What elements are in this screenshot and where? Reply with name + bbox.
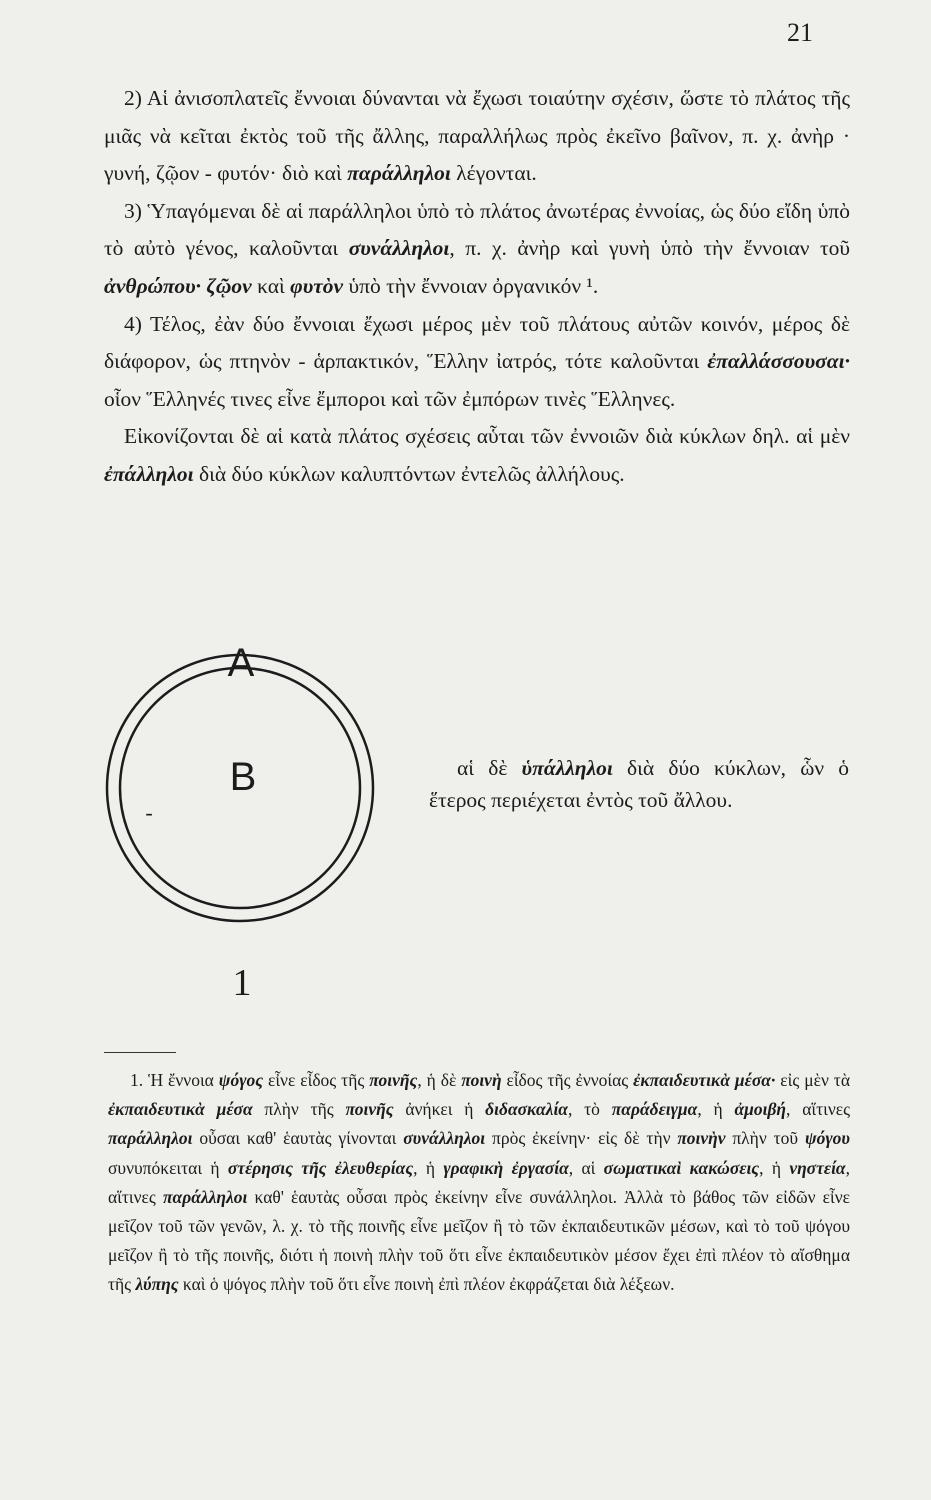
text-run: οὖσαι καθ' ἑαυτὰς γίνονται xyxy=(192,1128,404,1149)
paragraph xyxy=(429,752,849,816)
text-run: εἶδος τῆς ἐννοίας xyxy=(501,1070,634,1090)
text-run: , ἡ δὲ xyxy=(417,1070,462,1090)
bold-term: ποινὴν xyxy=(677,1128,726,1149)
bold-term: ἐπάλληλοι xyxy=(104,461,194,486)
text-run: διὰ δύο κύκλων καλυπτόντων ἐντελῶς ἀλλήλους. xyxy=(193,461,625,486)
text-run: 3) Ὑπαγόμεναι δὲ αἱ παράλληλοι ὑπὸ τὸ πλάτος ἀνωτέρας ἐννοίας, ὡς δύο εἴδη ὑπὸ τὸ αὐτὸ γένος, καλοῦνται xyxy=(104,198,850,261)
bold-term: ψόγος xyxy=(218,1070,264,1090)
bold-term: σωματικαὶ κακώσεις xyxy=(603,1157,760,1178)
text-run: , ἡ xyxy=(413,1157,444,1178)
footnote-divider xyxy=(104,1052,176,1053)
text-run: συνυπόκειται ἡ xyxy=(108,1157,228,1178)
text-run: 4) Τέλος, ἐὰν δύο ἔννοιαι ἔχωσι μέρος μὲν τοῦ πλάτους αὐτῶν κοινόν, μέρος δὲ διάφορον, ὡς πτηνὸν - ἁρπακτικόν, Ἕλλην ἰατρός, τότε καλοῦνται xyxy=(104,311,850,374)
bold-term: ἐκπαιδευτικὰ μέσα· xyxy=(633,1070,776,1090)
concentric-circles-figure xyxy=(104,630,404,1000)
text-run: πλὴν τοῦ xyxy=(725,1128,805,1149)
bold-term: παράδειγμα xyxy=(611,1099,698,1120)
text-run: ἀνήκει ἡ xyxy=(393,1099,486,1120)
text-run: καὶ ὁ ψόγος πλὴν τοῦ ὅτι εἶνε ποινὴ ἐπὶ πλέον ἐκφράζεται διὰ λέξεων. xyxy=(178,1274,675,1295)
bold-term: συνάλληλοι xyxy=(403,1128,486,1149)
circles-diagram xyxy=(104,630,404,1000)
text-run: , αἱ xyxy=(568,1157,604,1178)
inner-circle-label: B xyxy=(229,755,257,799)
bold-term: λύπης xyxy=(135,1274,179,1295)
bold-term: ἀμοιβή xyxy=(734,1099,787,1120)
text-run: 1. Ἡ ἔννοια xyxy=(130,1070,219,1090)
footnote xyxy=(108,1066,850,1300)
outer-circle-label: A xyxy=(227,641,255,685)
bold-term: διδασκαλία xyxy=(485,1099,568,1120)
text-run: ὑπὸ τὴν ἔννοιαν ὀργανικόν ¹. xyxy=(343,273,599,298)
side-text xyxy=(429,752,849,816)
tick-mark: - xyxy=(145,800,153,825)
bold-term: φυτὸν xyxy=(290,273,344,298)
bold-term: ὑπάλληλοι xyxy=(521,756,613,780)
text-run: , αἵτινες xyxy=(786,1099,851,1120)
paragraph xyxy=(104,193,850,306)
bold-term: ψόγου xyxy=(804,1128,850,1149)
bold-term: παράλληλοι xyxy=(108,1128,193,1149)
text-run: , ἡ xyxy=(697,1099,735,1120)
text-run: , π. χ. ἀνὴρ καὶ γυνὴ ὑπὸ τὴν ἔννοιαν τοῦ xyxy=(449,236,850,261)
text-run: , αἵτινες xyxy=(108,1157,850,1207)
text-run: πρὸς ἐκείνην· εἰς δὲ τὴν xyxy=(485,1128,678,1149)
bold-term: νηστεία xyxy=(789,1157,846,1178)
bold-term: ποινῆς xyxy=(369,1070,418,1090)
bold-term: γραφικὴ ἐργασία xyxy=(443,1157,569,1178)
bold-term: ἀνθρώπου· ζῷον xyxy=(104,273,252,298)
bold-term: συνάλληλοι xyxy=(348,236,450,261)
text-run: διὰ δύο κύκλων, ὧν ὁ ἕτερος περιέχεται ἐντὸς τοῦ ἄλλου. xyxy=(429,756,849,812)
text-run: 2) Αἱ ἀνισοπλατεῖς ἔννοιαι δύνανται νὰ ἔχωσι τοιαύτην σχέσιν, ὥστε τὸ πλάτος τῆς μιᾶς νὰ κεῖται ἐκτὸς τοῦ τῆς ἄλλης, παραλλήλως πρὸς ἐκεῖνο βαῖνον, π. χ. ἀνὴρ · γυνή, ζῷον - φυτόν· διὸ καὶ xyxy=(104,86,850,186)
bold-term: παράλληλοι xyxy=(162,1186,248,1207)
main-text xyxy=(104,80,850,494)
text-run: εἰς μὲν τὰ xyxy=(775,1070,850,1090)
bold-term: ποινὴ xyxy=(461,1070,502,1090)
bold-term: ἐκπαιδευτικὰ μέσα xyxy=(108,1099,253,1120)
text-run: πλὴν τῆς xyxy=(252,1099,346,1120)
bold-term: ἐπαλλάσσουσαι· xyxy=(707,349,850,374)
text-run: καὶ xyxy=(251,273,291,298)
figure-caption: 1 xyxy=(232,962,252,1000)
bold-term: παράλληλοι xyxy=(347,161,451,186)
text-run: εἶνε εἶδος τῆς xyxy=(263,1070,370,1090)
paragraph xyxy=(104,306,850,419)
text-run: αἱ δὲ xyxy=(457,756,522,780)
paragraph xyxy=(104,80,850,193)
text-run: Εἰκονίζονται δὲ αἱ κατὰ πλάτος σχέσεις αὗται τῶν ἐννοιῶν διὰ κύκλων δηλ. αἱ μὲν xyxy=(124,424,850,449)
footnote-paragraph xyxy=(108,1066,850,1300)
text-run: λέγονται. xyxy=(450,161,537,186)
text-run: , ἡ xyxy=(759,1157,790,1178)
bold-term: ποινῆς xyxy=(345,1099,394,1120)
text-run: καθ' ἑαυτὰς οὖσαι πρὸς ἐκείνην εἶνε συνάλληλοι. Ἀλλὰ τὸ βάθος τῶν εἰδῶν εἶνε μεῖζον τοῦ τῶν γενῶν, λ. χ. τὸ τῆς ποινῆς εἶνε μεῖζον ἢ τὸ τῶν ἐκπαιδευτικῶν μέσων, καὶ τὸ τοῦ ψόγου μεῖζον ἢ τὸ τῆς ποινῆς, διότι ἡ ποινὴ πλὴν τοῦ ὅτι εἶνε ἐκπαιδευτικὸν μέσον ἔχει ἐπὶ πλέον τὸ αἴσθημα τῆς xyxy=(108,1186,850,1295)
text-run: οἷον Ἕλληνές τινες εἶνε ἔμποροι καὶ τῶν ἐμπόρων τινὲς Ἕλληνες. xyxy=(104,386,676,411)
text-run: , τὸ xyxy=(568,1099,612,1120)
page-number: 21 xyxy=(787,18,813,47)
paragraph xyxy=(104,418,850,493)
bold-term: στέρησις τῆς ἐλευθερίας xyxy=(227,1157,414,1178)
